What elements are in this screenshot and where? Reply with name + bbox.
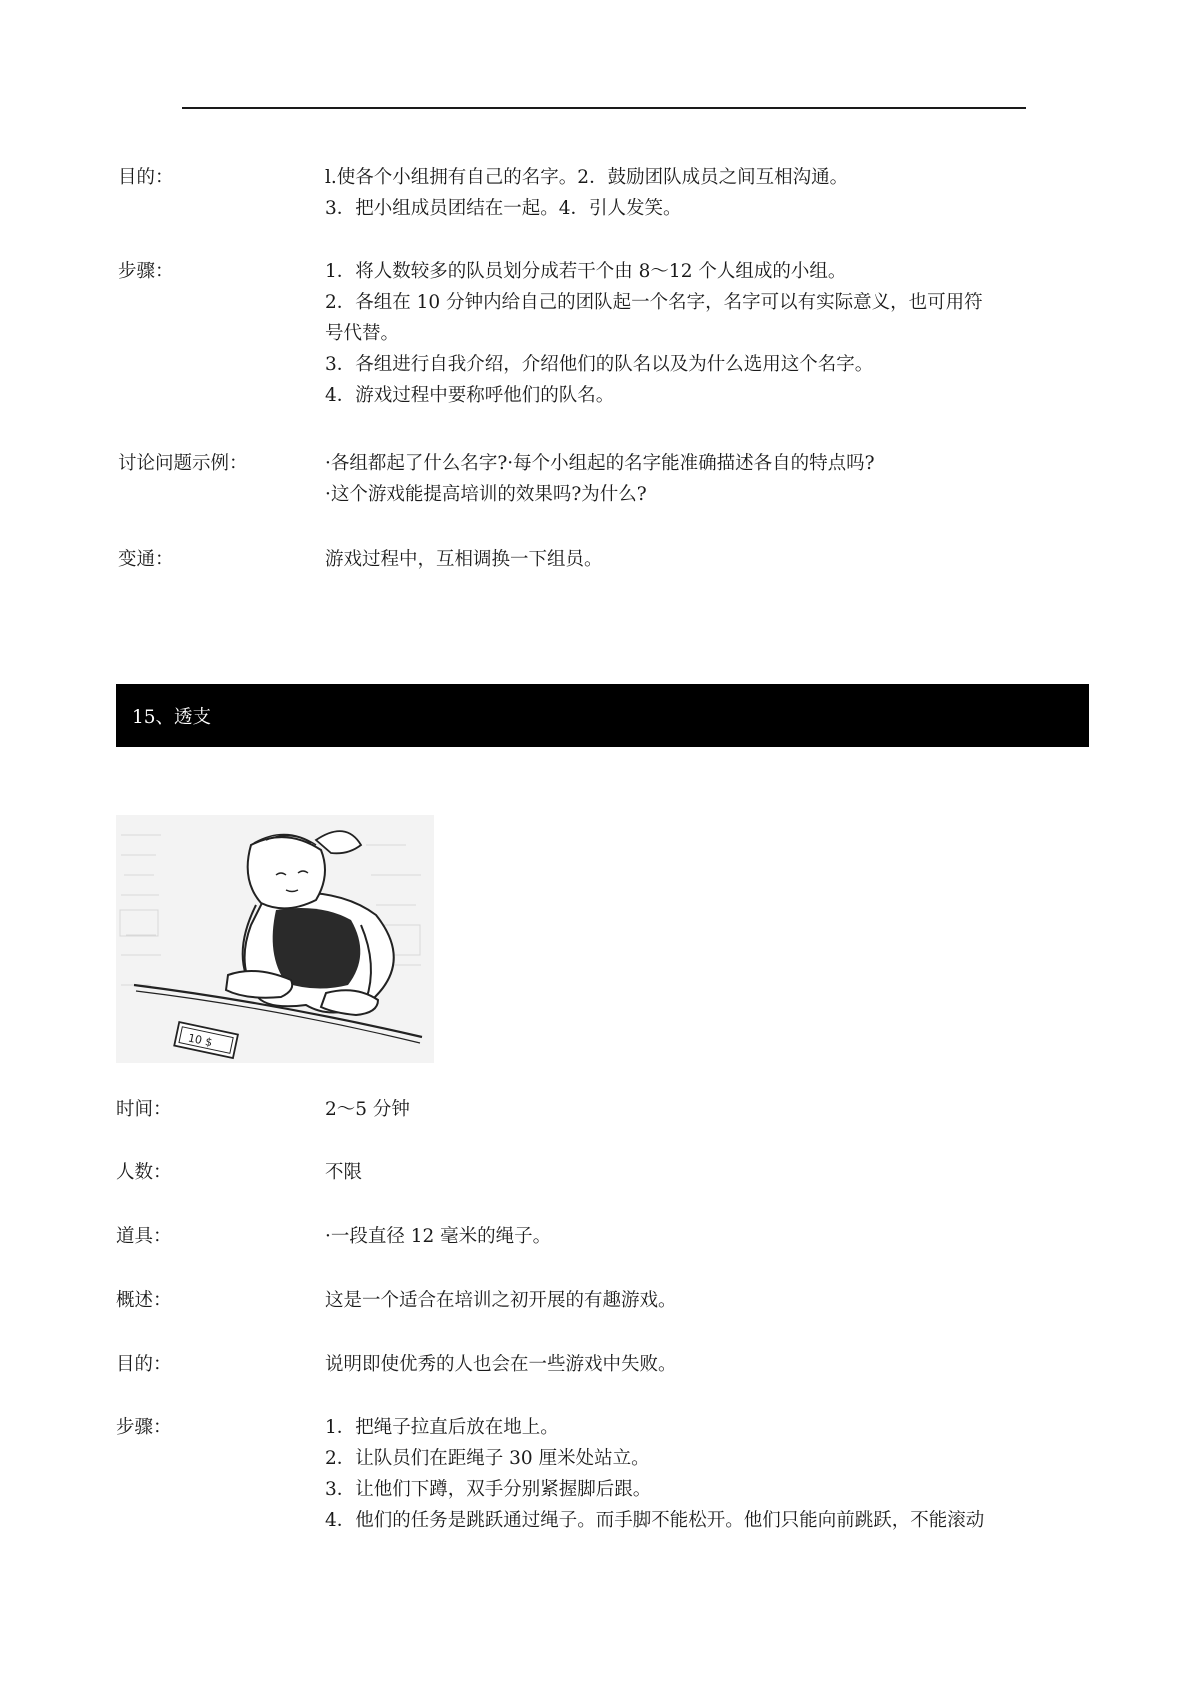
- step-item: 4．游戏过程中要称呼他们的队名。: [325, 385, 615, 406]
- step-item: 号代替。: [325, 323, 400, 344]
- time-label: 时间：: [116, 1099, 172, 1120]
- purpose-line: l.使各个小组拥有自己的名字。2．鼓励团队成员之间互相沟通。: [325, 167, 849, 188]
- step-item: 3．各组进行自我介绍，介绍他们的队名以及为什么选用这个名字。: [325, 354, 874, 375]
- discussion-item: ·这个游戏能提高培训的效果吗?为什么?: [325, 484, 647, 505]
- people-value: 不限: [325, 1162, 363, 1183]
- steps-label: 步骤：: [118, 261, 174, 282]
- purpose2-value: 说明即使优秀的人也会在一些游戏中失败。: [325, 1354, 677, 1375]
- section-title-banner: [116, 684, 1089, 747]
- purpose-label: 目的：: [118, 167, 174, 188]
- discussion-list: [325, 448, 875, 510]
- time-value: 2～5 分钟: [325, 1099, 410, 1120]
- purpose-line: 3．把小组成员团结在一起。4．引人发笑。: [325, 198, 682, 219]
- purpose-text: [325, 162, 848, 224]
- steps2-label: 步骤：: [116, 1417, 172, 1438]
- step-item: 3．让他们下蹲，双手分别紧握脚后跟。: [325, 1479, 652, 1500]
- banknote-text: 10 $: [186, 1031, 214, 1050]
- step-item: 1．把绳子拉直后放在地上。: [325, 1417, 559, 1438]
- step-item: 2．各组在 10 分钟内给自己的团队起一个名字，名字可以有实际意义，也可用符: [325, 292, 983, 313]
- crouching-person-illustration: [116, 815, 434, 1063]
- discussion-label: 讨论问题示例：: [118, 453, 248, 474]
- steps2-list: [325, 1412, 984, 1536]
- step-item: 4．他们的任务是跳跃通过绳子。而手脚不能松开。他们只能向前跳跃，不能滚动: [325, 1510, 985, 1531]
- section-title: 15、透支: [132, 706, 212, 728]
- props-value: ·一段直径 12 毫米的绳子。: [325, 1226, 552, 1247]
- variation-label: 变通：: [118, 549, 174, 570]
- discussion-item: ·各组都起了什么名字?·每个小组起的名字能准确描述各自的特点吗?: [325, 453, 875, 474]
- variation-text: 游戏过程中，互相调换一下组员。: [325, 549, 603, 570]
- person-head: [248, 837, 325, 908]
- purpose2-label: 目的：: [116, 1354, 172, 1375]
- overview-value: 这是一个适合在培训之初开展的有趣游戏。: [325, 1290, 677, 1311]
- people-label: 人数：: [116, 1162, 172, 1183]
- steps-list: [325, 256, 983, 411]
- header-rule: [182, 107, 1026, 109]
- shirt-shading: [273, 908, 361, 989]
- overview-label: 概述：: [116, 1290, 172, 1311]
- props-label: 道具：: [116, 1226, 172, 1247]
- step-item: 2．让队员们在距绳子 30 厘米处站立。: [325, 1448, 650, 1469]
- step-item: 1．将人数较多的队员划分成若干个由 8～12 个人组成的小组。: [325, 261, 847, 282]
